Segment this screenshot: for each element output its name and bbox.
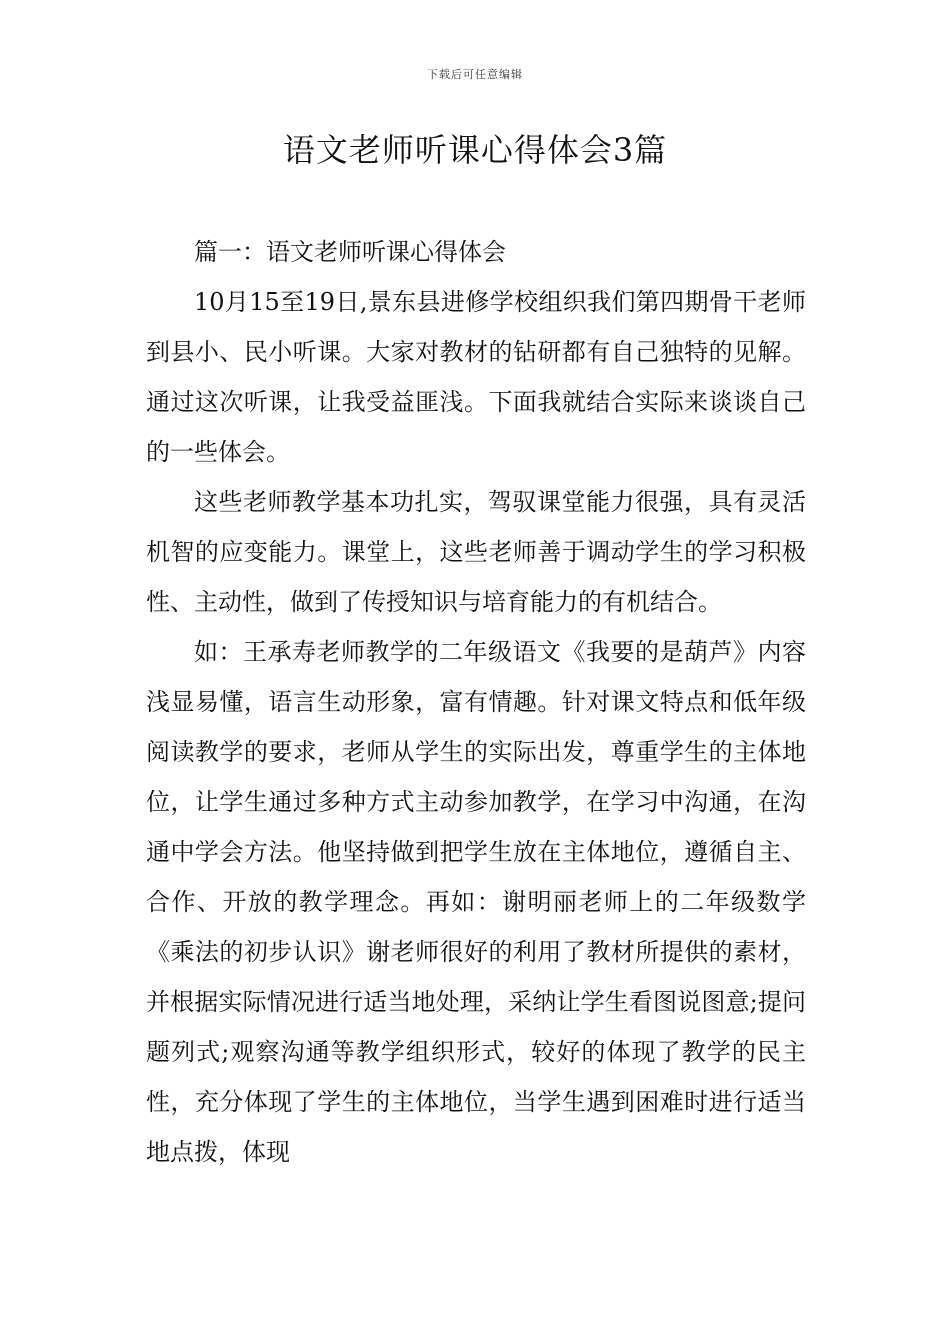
document-body: [146, 227, 806, 1177]
section-heading: 篇一：语文老师听课心得体会: [194, 238, 506, 266]
paragraph: 如：王承寿老师教学的二年级语文《我要的是葫芦》内容浅显易懂，语言生动形象，富有情趣。针对课文特点和低年级阅读教学的要求，老师从学生的实际出发，尊重学生的主体地位，让学生通过多种方式主动参加教学，在学习中沟通，在沟通中学会方法。他坚持做到把学生放在主体地位，遵循自主、合作、开放的教学理念。再如：谢明丽老师上的二年级数学《乘法的初步认识》谢老师很好的利用了教材所提供的素材，并根据实际情况进行适当地处理，采纳让学生看图说图意;提问题列式;观察沟通等教学组织形式，较好的体现了教学的民主性，充分体现了学生的主体地位，当学生遇到困难时进行适当地点拨，体现: [146, 638, 806, 1166]
paragraph: 10月15至19日,景东县进修学校组织我们第四期骨干老师到县小、民小听课。大家对教材的钻研都有自己独特的见解。通过这次听课，让我受益匪浅。下面我就结合实际来谈谈自己的一些体会。: [146, 288, 806, 466]
paragraph: 这些老师教学基本功扎实，驾驭课堂能力很强，具有灵活机智的应变能力。课堂上，这些老师善于调动学生的学习积极性、主动性，做到了传授知识与培育能力的有机结合。: [146, 488, 806, 616]
header-note: 下载后可任意编辑: [427, 68, 523, 81]
document-title: 语文老师听课心得体会3篇: [282, 131, 668, 169]
